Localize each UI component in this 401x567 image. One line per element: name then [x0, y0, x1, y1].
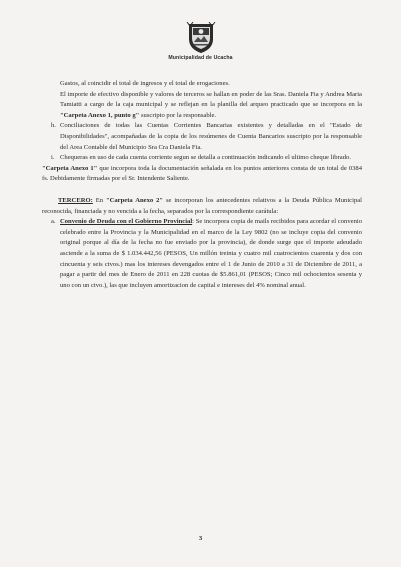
document-body	[42, 79, 362, 291]
list-item-text: Chequeras en uso de cada cuenta corriente segun se detalla a continuación indicando el ultimo cheque librado.	[60, 154, 351, 162]
list-item-text: Conciliaciones de todas las Cuentas Corrientes Bancarias existentes y detalladas en el "Estado de Disponibilidades", acompañadas de la copia de los resúmenes de Cuenta Bancarios suscripto por la responsable del Area Contable del Municipio Sra Cra Daniela Fia.	[60, 122, 362, 151]
paragraph-efectivo: El importe de efectivo disponible y valores de terceros se hallan en poder de las Sras. Daniela Fia y Andrea Maria Tamiatti a cargo de la caja municipal y se reflejan en la planilla del arqueo practicado que se incorpora en la "Carpeta Anexo 1, punto g" suscripto por la responsable.	[60, 90, 362, 119]
list-item-a	[42, 217, 362, 291]
list-item-i	[42, 153, 362, 164]
page-number: 3	[198, 535, 203, 542]
list-item-h	[42, 121, 362, 153]
municipal-coat-of-arms-icon	[186, 22, 216, 54]
list-label: h.	[51, 122, 56, 130]
municipality-name: Municipalidad de Ucacha	[168, 55, 233, 61]
list-label: i.	[51, 154, 55, 162]
list-label: a.	[51, 218, 56, 226]
letterhead	[0, 22, 401, 61]
list-item-text: Convenio de Deuda con el Gobierno Provincial: Se incorpora copia de mails recibidos para acordar el convenio celebrado entre la Provincia y la Municipalidad en el marco de la Ley 9802 (no se incluye copia del convenio original porque al día de la fecha no fue enviado por la provincia), de donde surge que el importe adeudado asciende a la suma de $ 1.034.442,56 (PESOS, Un millón treinta y cuatro mil cuatrocientos cuarenta y dos con cincuenta y seis ctvos.) mas los intereses devengados entre el 1 de Junio de 2010 a 31 de Diciembre de 2011, a pagar a partir del mes de Enero de 2011 en 228 cuotas de $5.861,01 (PESOS; Cinco mil ochocientos sesenta y uno con un ctvo.), las que incluyen amortizacion de capital e intereses del 4% nominal anual.	[60, 218, 362, 289]
paragraph-gastos: Gastos, al coincidir el total de ingresos y el total de erogaciones.	[60, 80, 230, 87]
paragraph-carpeta-anexo-1: "Carpeta Anexo 1" que incorpora toda la documentación señalada en los puntos anteriores consta de un total de 0384 fs. Debidamente firmadas por el Sr. Intendente Saliente.	[42, 164, 362, 183]
paragraph-tercero: TERCERO: En "Carpeta Anexo 2" se incorporan los antecedentes relativos a la Deuda Pública Municipal reconocida, financiada y no vencida a la fecha, separados por la correspondiente carátula:	[42, 196, 362, 215]
